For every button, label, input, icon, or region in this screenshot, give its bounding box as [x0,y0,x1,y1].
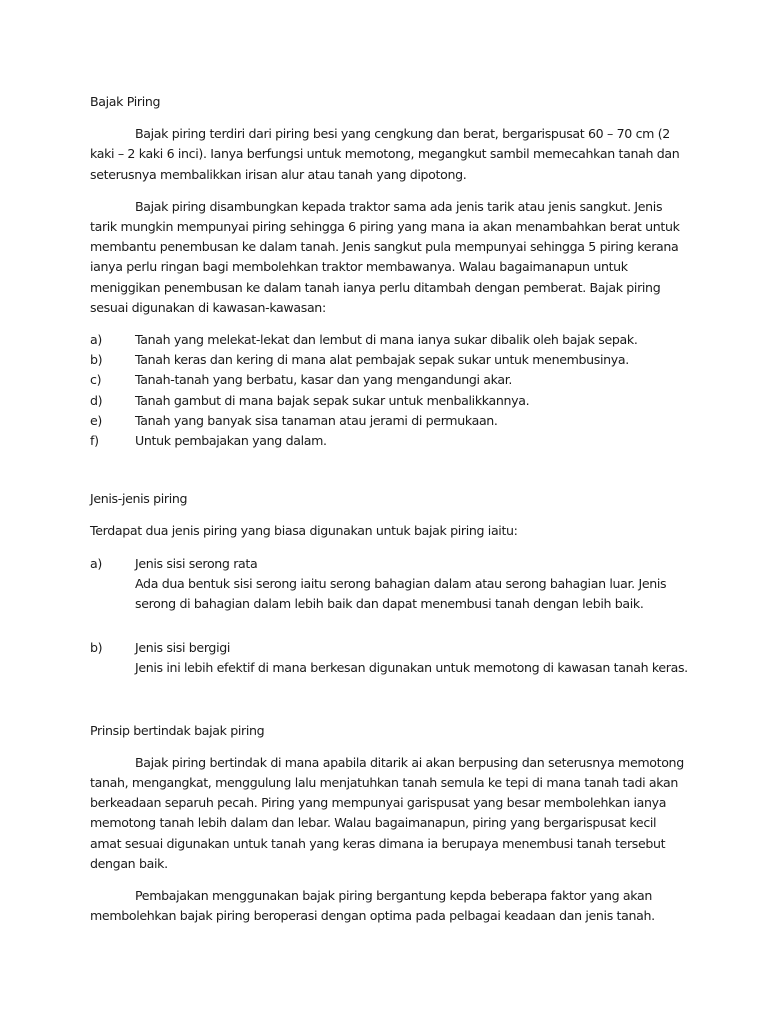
section-gap [90,699,690,721]
list-item-text: Tanah keras dan kering di mana alat pembajak sepak sukar untuk menembusinya. [135,352,629,368]
list-item [90,350,690,370]
list-item [90,638,690,678]
soil-suitability-list [90,330,690,451]
list-marker: c) [90,372,102,388]
type-description: Jenis ini lebih efektif di mana berkesan digunakan untuk memotong di kawasan tanah keras. [135,660,688,676]
paragraph-description: Bajak piring terdiri dari piring besi yang cengkung dan berat, bergarispusat 60 – 70 cm (2 kaki – 2 kaki 6 inci). Ianya berfungsi untuk memotong, megangkut sambil memecahkan tanah dan seterusnya membalikkan irisan alur atau tanah yang dipotong. [90,126,680,182]
section-title-jenis-piring: Jenis-jenis piring [90,491,188,507]
paragraph-connection-types: Bajak piring disambungkan kepada traktor sama ada jenis tarik atau jenis sangkut. Jenis tarik mungkin mempunyai piring sehingga 6 piring yang mana ia akan menambahkan berat untuk membantu penembusan ke dalam tanah. Jenis sangkut pula mempunyai sehingga 5 piring kerana ianya perlu ringan bagi membolehkan traktor membawanya. Walau bagaimanapun untuk meniggikan penembusan ke dalam tanah ianya perlu ditambah dengan pemberat. Bajak piring sesuai digunakan di kawasan-kawasan: [90,198,680,315]
list-item-body [135,554,690,615]
list-marker: b) [90,352,103,368]
list-item-body [135,638,690,678]
list-item [90,330,690,350]
paragraph-types-intro: Terdapat dua jenis piring yang biasa digunakan untuk bajak piring iaitu: [90,523,518,539]
list-item [90,554,690,615]
list-item-text: Tanah yang banyak sisa tanaman atau jerami di permukaan. [135,412,498,428]
list-marker: a) [90,332,102,348]
list-item [90,391,690,411]
list-item [90,370,690,390]
list-item-text: Tanah gambut di mana bajak sepak sukar untuk menbalikkannya. [135,392,530,408]
list-marker: b) [90,640,103,656]
list-item [90,411,690,431]
list-item-text: Untuk pembajakan yang dalam. [135,433,327,449]
type-name: Jenis sisi serong rata [135,555,258,571]
disc-types-list [90,554,690,679]
section-title-prinsip: Prinsip bertindak bajak piring [90,722,265,738]
section-gap [90,463,690,489]
list-marker: e) [90,412,102,428]
type-description: Ada dua bentuk sisi serong iaitu serong bahagian dalam atau serong bahagian luar. Jenis serong di bahagian dalam lebih baik dan dapat menembusi tanah dengan lebih baik. [135,575,667,612]
list-marker: d) [90,392,103,408]
list-item-text: Tanah yang melekat-lekat dan lembut di mana ianya sukar dibalik oleh bajak sepak. [135,332,638,348]
type-name: Jenis sisi bergigi [135,640,231,656]
paragraph-factors: Pembajakan menggunakan bajak piring bergantung kepda beberapa faktor yang akan membolehkan bajak piring beroperasi dengan optima pada pelbagai keadaan dan jenis tanah. [90,888,655,924]
document-page [90,92,690,939]
section-title-bajak-piring: Bajak Piring [90,94,161,109]
list-item [90,431,690,451]
list-marker: a) [90,555,102,571]
list-item-text: Tanah-tanah yang berbatu, kasar dan yang mengandungi akar. [135,372,513,388]
paragraph-principle: Bajak piring bertindak di mana apabila ditarik ai akan berpusing dan seterusnya memotong tanah, mengangkat, menggulung lalu menjatuhkan tanah semula ke tepi di mana tanah tadi akan berkeadaan separuh pecah. Piring yang mempunyai garispusat yang besar membolehkan ianya memotong tanah lebih dalam dan lebar. Walau bagaimanapun, piring yang bergarispusat kecil amat sesuai digunakan untuk tanah yang keras dimana ia berupaya menembusi tanah tersebut dengan baik. [90,754,684,871]
list-marker: f) [90,433,99,449]
